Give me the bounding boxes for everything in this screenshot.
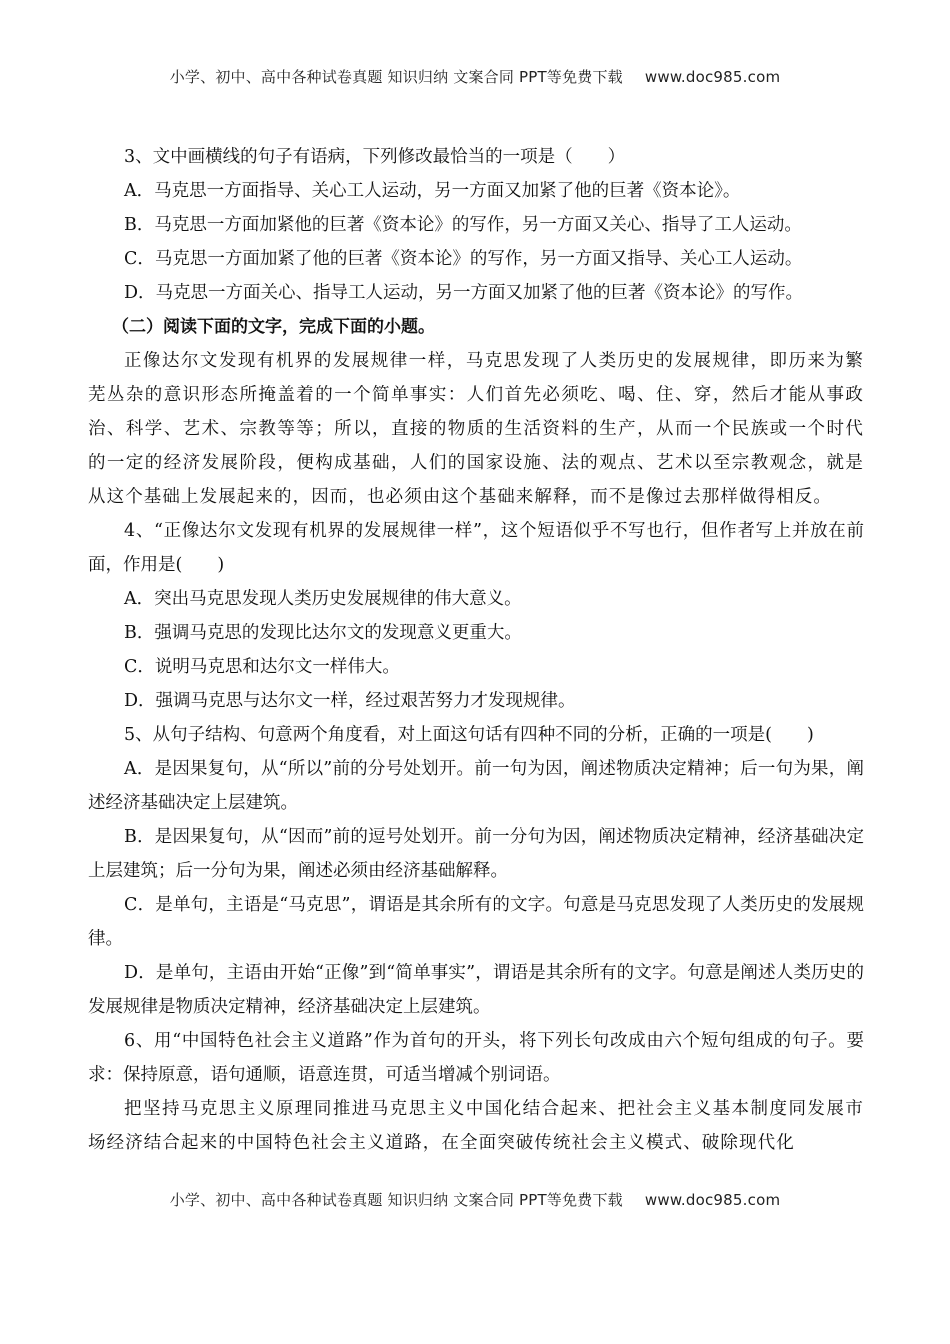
question-5-option-d: D．是单句，主语由开始“正像”到“简单事实”，谓语是其余所有的文字。句意是阐述人类历史的发展规律是物质决定精神，经济基础决定上层建筑。 [88, 963, 864, 1017]
footer-site-link[interactable]: www.doc985.com [644, 1191, 781, 1209]
question-4-option-c: C．说明马克思和达尔文一样伟大。 [124, 657, 400, 677]
question-3-option-c: C．马克思一方面加紧了他的巨著《资本论》的写作，另一方面又指导、关心工人运动。 [124, 249, 803, 269]
page-header [0, 66, 950, 87]
question-3-option-b: B．马克思一方面加紧他的巨著《资本论》的写作，另一方面又关心、指导了工人运动。 [124, 215, 802, 235]
question-5-option-b: B．是因果复句，从“因而”前的逗号处划开。前一分句为因，阐述物质决定精神，经济基础决定上层建筑；后一分句为果，阐述必须由经济基础解释。 [88, 827, 864, 881]
reading-passage: 正像达尔文发现有机界的发展规律一样，马克思发现了人类历史的发展规律，即历来为繁芜丛杂的意识形态所掩盖着的一个简单事实：人们首先必须吃、喝、住、穿，然后才能从事政治、科学、艺术、宗教等等；所以，直接的物质的生活资料的生产，从而一个民族或一个时代的一定的经济发展阶段，便构成基础，人们的国家设施、法的观点、艺术以至宗教观念，就是从这个基础上发展起来的，因而，也必须由这个基础来解释，而不是像过去那样做得相反。 [88, 351, 864, 507]
page-footer [0, 1189, 950, 1210]
question-3-option-d: D．马克思一方面关心、指导工人运动，另一方面又加紧了他的巨著《资本论》的写作。 [124, 283, 804, 303]
header-site-link[interactable]: www.doc985.com [644, 68, 781, 86]
question-4-stem: 4、“正像达尔文发现有机界的发展规律一样”，这个短语似乎不写也行，但作者写上并放在前面，作用是( ) [88, 521, 864, 575]
question-5-option-c: C．是单句，主语是“马克思”，谓语是其余所有的文字。句意是马克思发现了人类历史的发展规律。 [88, 895, 864, 949]
question-5-stem: 5、从句子结构、句意两个角度看，对上面这句话有四种不同的分析，正确的一项是( ) [124, 725, 814, 745]
section-2-title: （二）阅读下面的文字，完成下面的小题。 [112, 317, 435, 337]
question-6-stem: 6、用“中国特色社会主义道路”作为首句的开头，将下列长句改成由六个短句组成的句子。要求：保持原意，语句通顺，语意连贯，可适当增减个别词语。 [88, 1031, 864, 1085]
question-3-option-a: A．马克思一方面指导、关心工人运动，另一方面又加紧了他的巨著《资本论》。 [124, 181, 741, 201]
document-body [88, 140, 864, 1160]
question-4-option-b: B．强调马克思的发现比达尔文的发现意义更重大。 [124, 623, 522, 643]
header-text: 小学、初中、高中各种试卷真题 知识归纳 文案合同 PPT等免费下载 [169, 68, 623, 86]
question-3-stem: 3、文中画横线的句子有语病，下列修改最恰当的一项是（ ） [124, 147, 626, 167]
question-5-option-a: A．是因果复句，从“所以”前的分号处划开。前一句为因，阐述物质决定精神；后一句为果，阐述经济基础决定上层建筑。 [88, 759, 864, 813]
question-4-option-d: D．强调马克思与达尔文一样，经过艰苦努力才发现规律。 [124, 691, 576, 711]
footer-text: 小学、初中、高中各种试卷真题 知识归纳 文案合同 PPT等免费下载 [169, 1191, 623, 1209]
question-6-passage: 把坚持马克思主义原理同推进马克思主义中国化结合起来、把社会主义基本制度同发展市场经济结合起来的中国特色社会主义道路，在全面突破传统社会主义模式、破除现代化 [88, 1099, 864, 1153]
question-4-option-a: A．突出马克思发现人类历史发展规律的伟大意义。 [124, 589, 522, 609]
